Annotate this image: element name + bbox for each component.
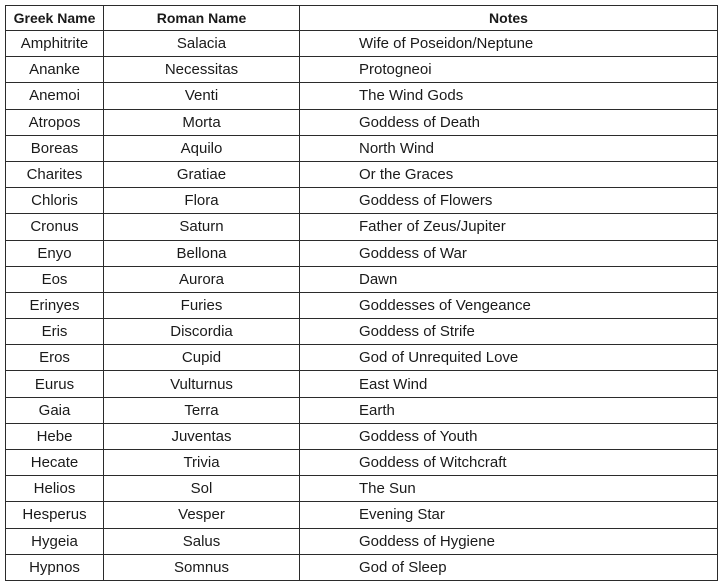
- notes-cell: Goddess of Strife: [300, 319, 718, 345]
- table-row: [6, 83, 718, 109]
- table-row: [6, 476, 718, 502]
- greek-name-cell: Hypnos: [6, 554, 104, 580]
- roman-name-cell: Trivia: [104, 450, 300, 476]
- notes-cell: Goddess of Death: [300, 109, 718, 135]
- header-roman-name: Roman Name: [104, 6, 300, 31]
- table-row: [6, 214, 718, 240]
- greek-name-cell: Chloris: [6, 188, 104, 214]
- roman-name-cell: Necessitas: [104, 57, 300, 83]
- notes-cell: Goddess of Youth: [300, 423, 718, 449]
- table-row: [6, 528, 718, 554]
- notes-cell: Evening Star: [300, 502, 718, 528]
- greek-name-cell: Eurus: [6, 371, 104, 397]
- header-notes: Notes: [300, 6, 718, 31]
- header-row: [6, 6, 718, 31]
- table-row: [6, 135, 718, 161]
- table-header: [6, 6, 718, 31]
- roman-name-cell: Saturn: [104, 214, 300, 240]
- greek-name-cell: Helios: [6, 476, 104, 502]
- table-row: [6, 109, 718, 135]
- table-row: [6, 554, 718, 580]
- table-body: [6, 31, 718, 581]
- greek-name-cell: Hecate: [6, 450, 104, 476]
- greek-name-cell: Eos: [6, 266, 104, 292]
- notes-cell: The Wind Gods: [300, 83, 718, 109]
- greek-name-cell: Hygeia: [6, 528, 104, 554]
- table-row: [6, 57, 718, 83]
- notes-cell: Wife of Poseidon/Neptune: [300, 31, 718, 57]
- roman-name-cell: Venti: [104, 83, 300, 109]
- greek-name-cell: Atropos: [6, 109, 104, 135]
- greek-name-cell: Ananke: [6, 57, 104, 83]
- notes-cell: Earth: [300, 397, 718, 423]
- roman-name-cell: Somnus: [104, 554, 300, 580]
- table-row: [6, 502, 718, 528]
- notes-cell: God of Unrequited Love: [300, 345, 718, 371]
- notes-cell: Goddess of Hygiene: [300, 528, 718, 554]
- greek-name-cell: Hesperus: [6, 502, 104, 528]
- table-row: [6, 371, 718, 397]
- greek-name-cell: Eris: [6, 319, 104, 345]
- table-row: [6, 188, 718, 214]
- notes-cell: North Wind: [300, 135, 718, 161]
- greek-name-cell: Anemoi: [6, 83, 104, 109]
- notes-cell: Father of Zeus/Jupiter: [300, 214, 718, 240]
- notes-cell: Goddess of War: [300, 240, 718, 266]
- roman-name-cell: Discordia: [104, 319, 300, 345]
- notes-cell: Dawn: [300, 266, 718, 292]
- table-row: [6, 319, 718, 345]
- table-row: [6, 345, 718, 371]
- roman-name-cell: Sol: [104, 476, 300, 502]
- header-greek-name: Greek Name: [6, 6, 104, 31]
- roman-name-cell: Salus: [104, 528, 300, 554]
- greek-name-cell: Enyo: [6, 240, 104, 266]
- roman-name-cell: Furies: [104, 292, 300, 318]
- greek-name-cell: Gaia: [6, 397, 104, 423]
- roman-name-cell: Salacia: [104, 31, 300, 57]
- notes-cell: Goddesses of Vengeance: [300, 292, 718, 318]
- table-row: [6, 397, 718, 423]
- greek-name-cell: Cronus: [6, 214, 104, 240]
- greek-name-cell: Hebe: [6, 423, 104, 449]
- greek-name-cell: Erinyes: [6, 292, 104, 318]
- table-row: [6, 423, 718, 449]
- table-row: [6, 450, 718, 476]
- roman-name-cell: Morta: [104, 109, 300, 135]
- roman-name-cell: Cupid: [104, 345, 300, 371]
- roman-name-cell: Vesper: [104, 502, 300, 528]
- table-row: [6, 31, 718, 57]
- roman-name-cell: Flora: [104, 188, 300, 214]
- greek-name-cell: Amphitrite: [6, 31, 104, 57]
- notes-cell: God of Sleep: [300, 554, 718, 580]
- roman-name-cell: Bellona: [104, 240, 300, 266]
- roman-name-cell: Aurora: [104, 266, 300, 292]
- roman-name-cell: Juventas: [104, 423, 300, 449]
- roman-name-cell: Gratiae: [104, 161, 300, 187]
- greek-name-cell: Charites: [6, 161, 104, 187]
- notes-cell: The Sun: [300, 476, 718, 502]
- table-row: [6, 266, 718, 292]
- greek-name-cell: Boreas: [6, 135, 104, 161]
- notes-cell: Goddess of Witchcraft: [300, 450, 718, 476]
- table-row: [6, 240, 718, 266]
- notes-cell: Protogneoi: [300, 57, 718, 83]
- notes-cell: Goddess of Flowers: [300, 188, 718, 214]
- table-row: [6, 292, 718, 318]
- roman-name-cell: Aquilo: [104, 135, 300, 161]
- greek-name-cell: Eros: [6, 345, 104, 371]
- roman-name-cell: Vulturnus: [104, 371, 300, 397]
- notes-cell: Or the Graces: [300, 161, 718, 187]
- greek-roman-names-table: [5, 5, 718, 581]
- notes-cell: East Wind: [300, 371, 718, 397]
- table-row: [6, 161, 718, 187]
- roman-name-cell: Terra: [104, 397, 300, 423]
